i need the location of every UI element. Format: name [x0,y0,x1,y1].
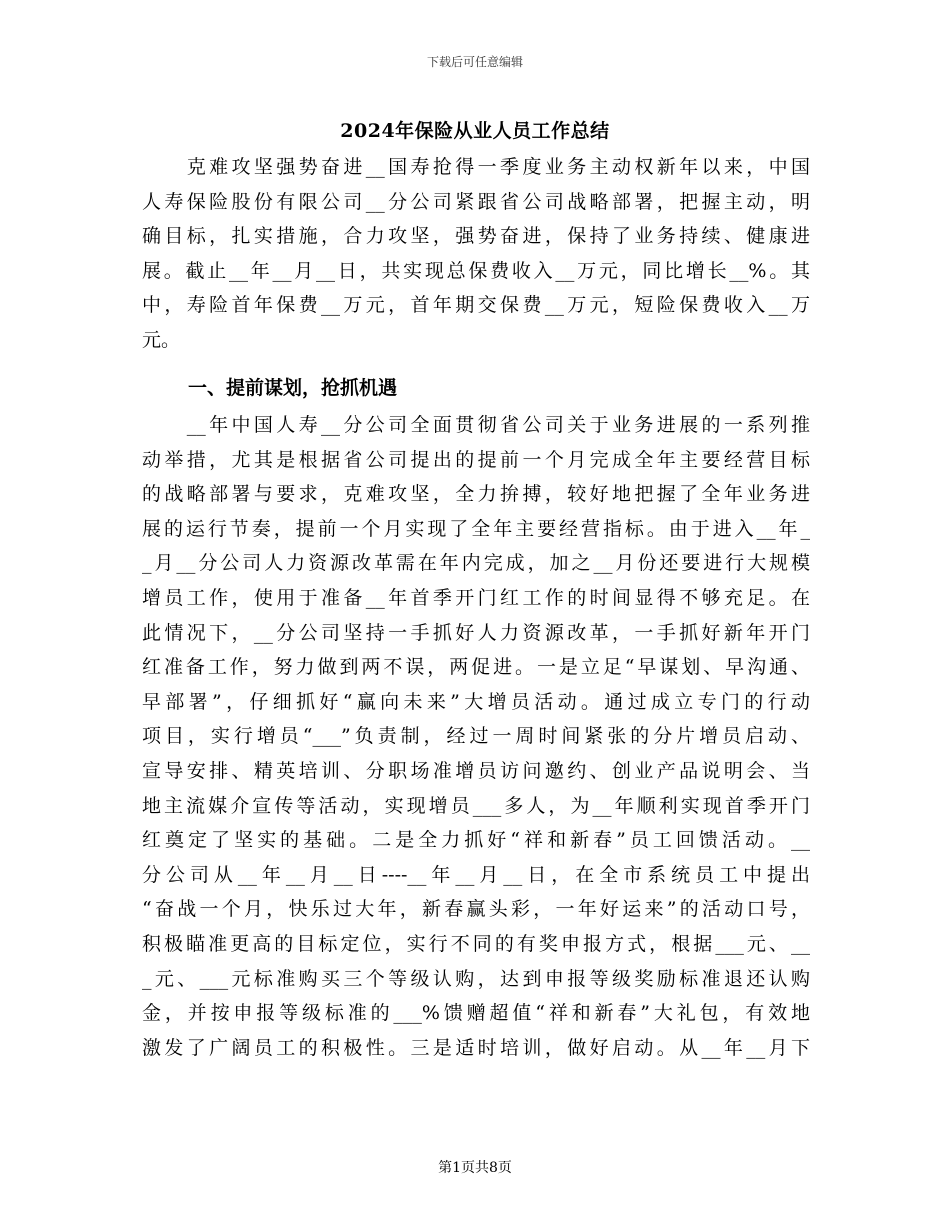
text-line: 地主流媒介宣传等活动，实现增员___多人，为__年顺利实现首季开门 [142,794,810,817]
document-title: 2024年保险从业人员工作总结 [340,120,610,142]
text-line: 早部署”，仔细抓好“赢向未来”大增员活动。通过成立专门的行动 [142,690,810,713]
text-line: 的战略部署与要求，克难攻坚，全力拚搏，较好地把握了全年业务进 [142,483,810,506]
text-line: __年中国人寿__分公司全面贯彻省公司关于业务进展的一系列推 [142,414,810,436]
text-line: 展的运行节奏，提前一个月实现了全年主要经营指标。由于进入__年_ [142,517,810,540]
page-number-footer: 第1页共8页 [438,1160,512,1176]
text-line: 金，并按申报等级标准的___%馈赠超值“祥和新春”大礼包，有效地 [142,1002,810,1025]
text-line: 红准备工作，努力做到两不误，两促进。一是立足“早谋划、早沟通、 [142,656,810,679]
text-line: _元、___元标准购买三个等级认购，达到申报等级奖励标准退还认购 [142,967,810,990]
text-line: 人寿保险股份有限公司__分公司紧跟省公司战略部署，把握主动，明 [142,190,810,213]
section-heading: 一、提前谋划，抢抓机遇 [188,377,398,399]
text-line: 元。 [142,328,181,351]
text-line: 动举措，尤其是根据省公司提出的提前一个月完成全年主要经营目标 [142,448,810,471]
text-line: 积极瞄准更高的目标定位，实行不同的有奖申报方式，根据___元、__ [142,932,810,955]
text-line: 分公司从__年__月__日----__年__月__日，在全市系统员工中提出 [142,863,810,886]
text-line: 确目标，扎实措施，合力攻坚，强势奋进，保持了业务持续、健康进 [142,225,810,248]
text-line: 红奠定了坚实的基础。二是全力抓好“祥和新春”员工回馈活动。__ [142,829,810,852]
page-header-note: 下载后可任意编辑 [426,55,523,69]
text-line: 展。截止__年__月__日，共实现总保费收入__万元，同比增长__%。其 [142,259,810,282]
text-line: 激发了广阔员工的积极性。三是适时培训，做好启动。从__年__月下 [142,1036,810,1059]
text-line: 增员工作，使用于准备__年首季开门红工作的时间显得不够充足。在 [142,586,810,609]
section1-paragraph [142,408,810,1065]
intro-paragraph [142,150,810,358]
text-line: _月__分公司人力资源改革需在年内完成，加之__月份还要进行大规模 [142,552,810,575]
text-line: 宣导安排、精英培训、分职场准增员访问邀约、创业产品说明会、当 [142,759,810,782]
text-line: 此情况下，__分公司坚持一手抓好人力资源改革，一手抓好新年开门 [142,621,810,644]
text-line: 克难攻坚强势奋进__国寿抢得一季度业务主动权新年以来，中国 [142,156,810,178]
text-line: 项目，实行增员“___”负责制，经过一周时间紧张的分片增员启动、 [142,725,810,748]
text-line: 中，寿险首年保费__万元，首年期交保费__万元，短险保费收入__万 [142,294,810,317]
text-line: “奋战一个月，快乐过大年，新春赢头彩，一年好运来”的活动口号， [142,898,810,921]
